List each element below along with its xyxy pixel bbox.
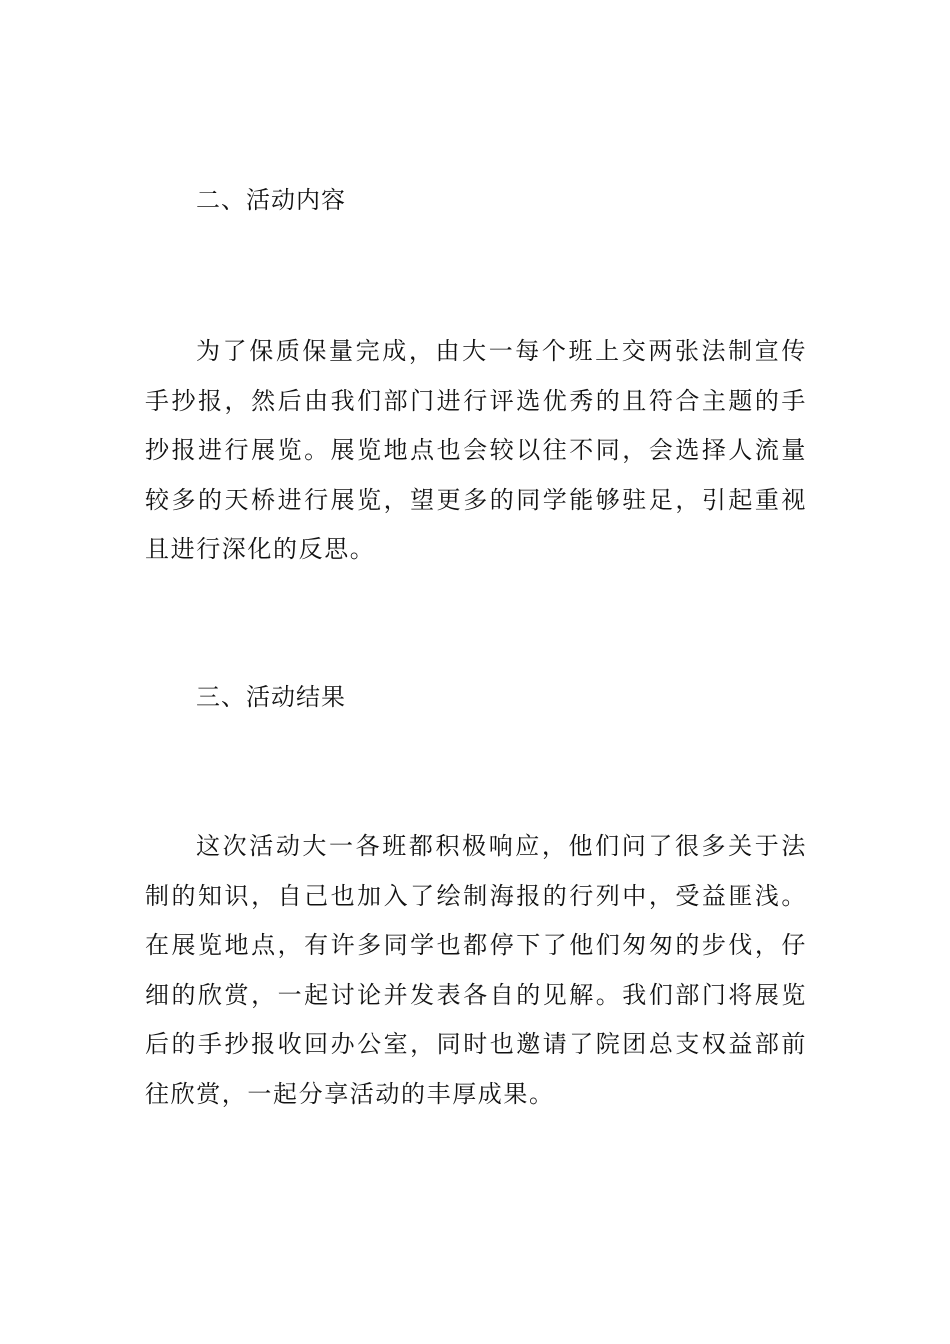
section-heading-activity-result: 三、活动结果 (196, 683, 346, 711)
section-heading-activity-content: 二、活动内容 (196, 186, 346, 214)
activity-result-paragraph: 这次活动大一各班都积极响应，他们问了很多关于法制的知识，自己也加入了绘制海报的行列中，受益匪浅。在展览地点，有许多同学也都停下了他们匆匆的步伐，仔细的欣赏，一起讨论并发表各自的见解。我们部门将展览后的手抄报收回办公室，同时也邀请了院团总支权益部前往欣赏，一起分享活动的丰厚成果。 (145, 832, 807, 1108)
activity-content-paragraph: 为了保质保量完成，由大一每个班上交两张法制宣传手抄报，然后由我们部门进行评选优秀的且符合主题的手抄报进行展览。展览地点也会较以往不同，会选择人流量较多的天桥进行展览，望更多的同学能够驻足，引起重视且进行深化的反思。 (145, 337, 807, 563)
